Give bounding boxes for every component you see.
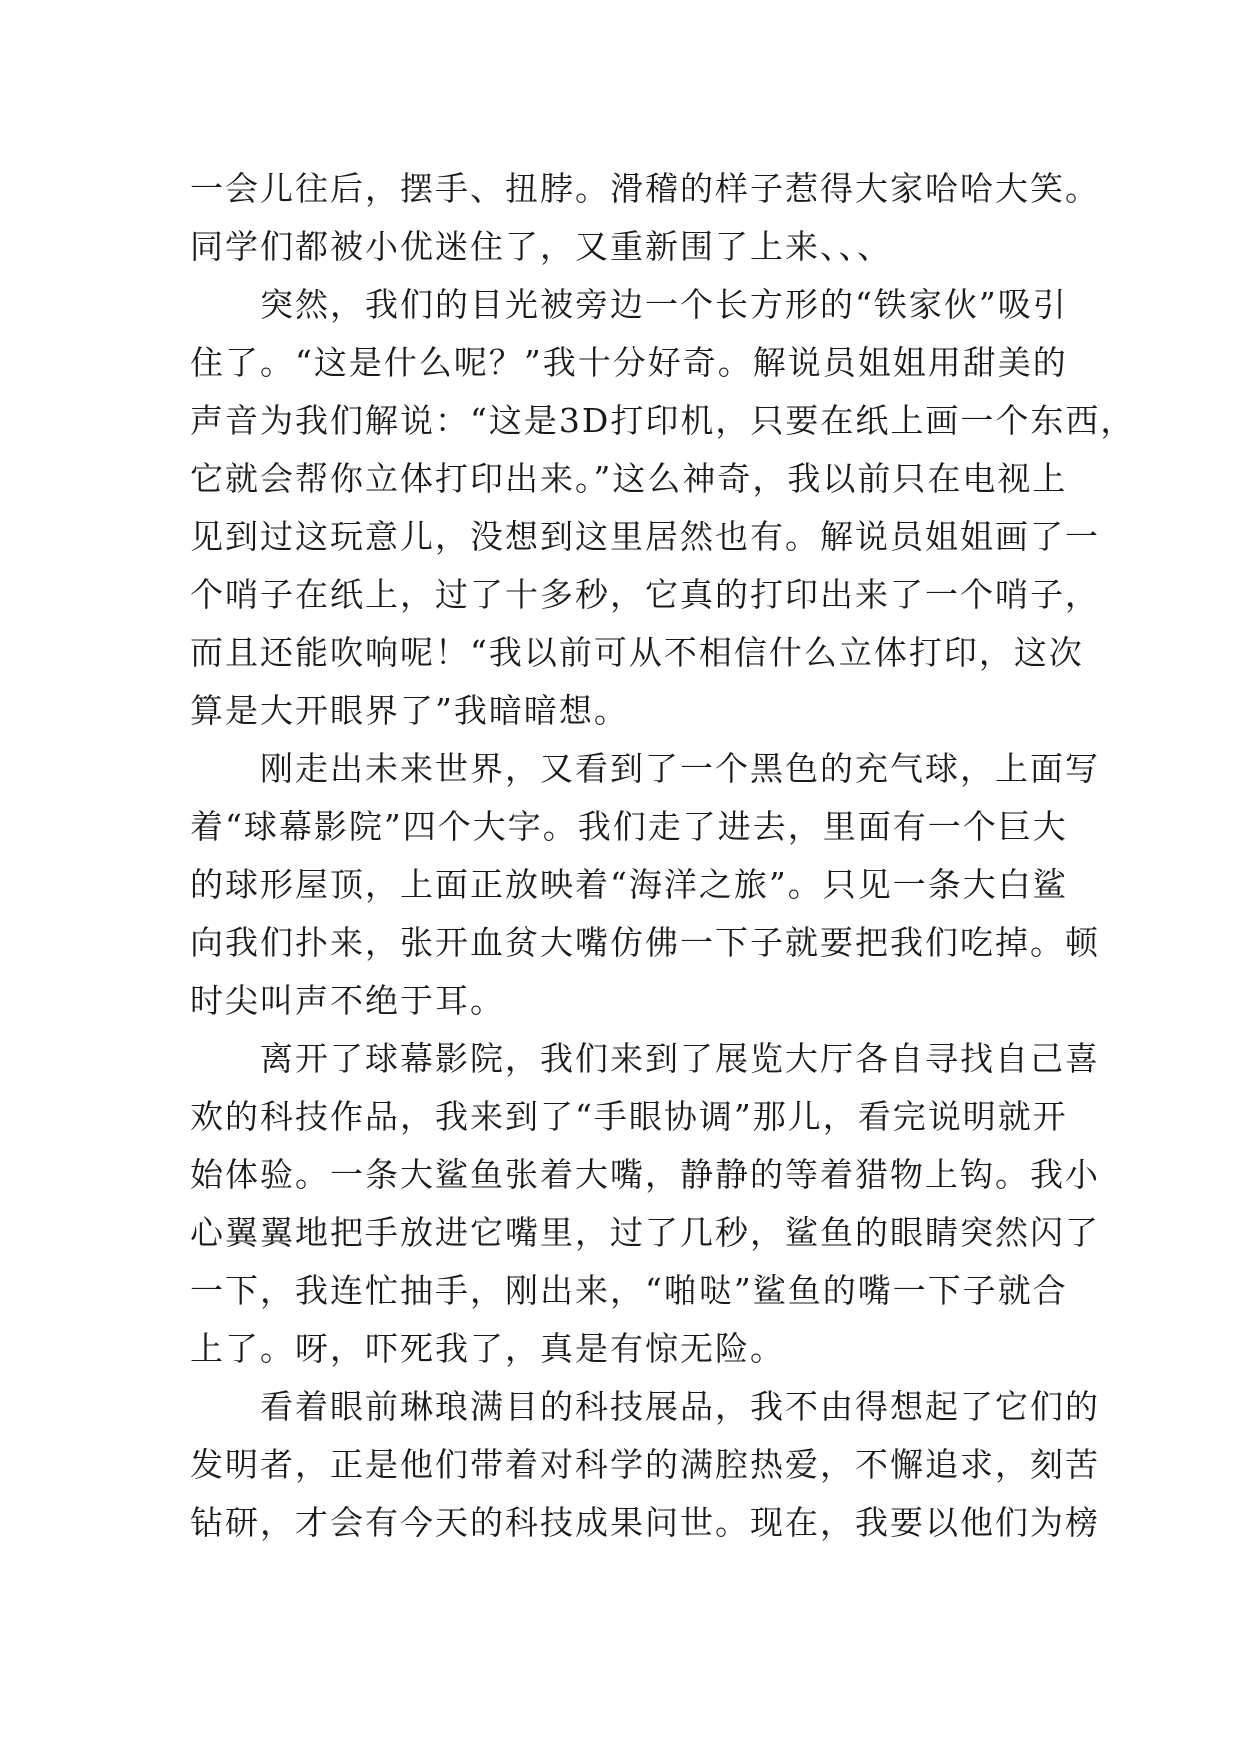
text-line: 着“球幕影院”四个大字。我们走了进去，里面有一个巨大: [190, 807, 1068, 846]
text-line: 发明者，正是他们带着对科学的满腔热爱，不懈追求，刻苦: [190, 1445, 1100, 1484]
text-line: 见到过这玩意儿，没想到这里居然也有。解说员姐姐画了一: [190, 517, 1100, 556]
text-line: 声音为我们解说：“这是3D打印机，只要在纸上画一个东西，: [190, 401, 1136, 440]
text-line: 离开了球幕影院，我们来到了展览大厅各自寻找自己喜: [260, 1039, 1100, 1078]
text-line: 看着眼前琳琅满目的科技展品，我不由得想起了它们的: [260, 1387, 1100, 1426]
text-line: 钻研，才会有今天的科技成果问世。现在，我要以他们为榜: [190, 1503, 1100, 1542]
text-line: 算是大开眼界了”我暗暗想。: [190, 691, 629, 730]
text-line: 突然，我们的目光被旁边一个长方形的“铁家伙”吸引: [260, 285, 1068, 324]
essay-body: [190, 160, 1136, 1552]
text-line: 一下，我连忙抽手，刚出来，“啪哒”鲨鱼的嘴一下子就合: [190, 1271, 1068, 1310]
text-line: 时尖叫声不绝于耳。: [190, 981, 505, 1020]
text-line: 心翼翼地把手放进它嘴里，过了几秒，鲨鱼的眼睛突然闪了: [190, 1213, 1100, 1252]
text-line: 一会儿往后，摆手、扭脖。滑稽的样子惹得大家哈哈大笑。: [190, 169, 1100, 208]
text-line: 它就会帮你立体打印出来。”这么神奇，我以前只在电视上: [190, 459, 1068, 498]
text-line: 欢的科技作品，我来到了“手眼协调”那儿，看完说明就开: [190, 1097, 1068, 1136]
text-line: 向我们扑来，张开血贫大嘴仿佛一下子就要把我们吃掉。顿: [190, 923, 1100, 962]
text-line: 而且还能吹响呢！“我以前可从不相信什么立体打印，这次: [190, 633, 1084, 672]
text-line: 上了。呀，吓死我了，真是有惊无险。: [190, 1329, 785, 1368]
text-line: 的球形屋顶，上面正放映着“海洋之旅”。只见一条大白鲨: [190, 865, 1068, 904]
text-line: 住了。“这是什么呢？”我十分好奇。解说员姐姐用甜美的: [190, 343, 1068, 382]
text-line: 同学们都被小优迷住了，又重新围了上来、、、: [190, 227, 892, 266]
text-line: 刚走出未来世界，又看到了一个黑色的充气球，上面写: [260, 749, 1100, 788]
text-line: 始体验。一条大鲨鱼张着大嘴，静静的等着猎物上钩。我小: [190, 1155, 1100, 1194]
text-line: 个哨子在纸上，过了十多秒，它真的打印出来了一个哨子，: [190, 575, 1100, 614]
